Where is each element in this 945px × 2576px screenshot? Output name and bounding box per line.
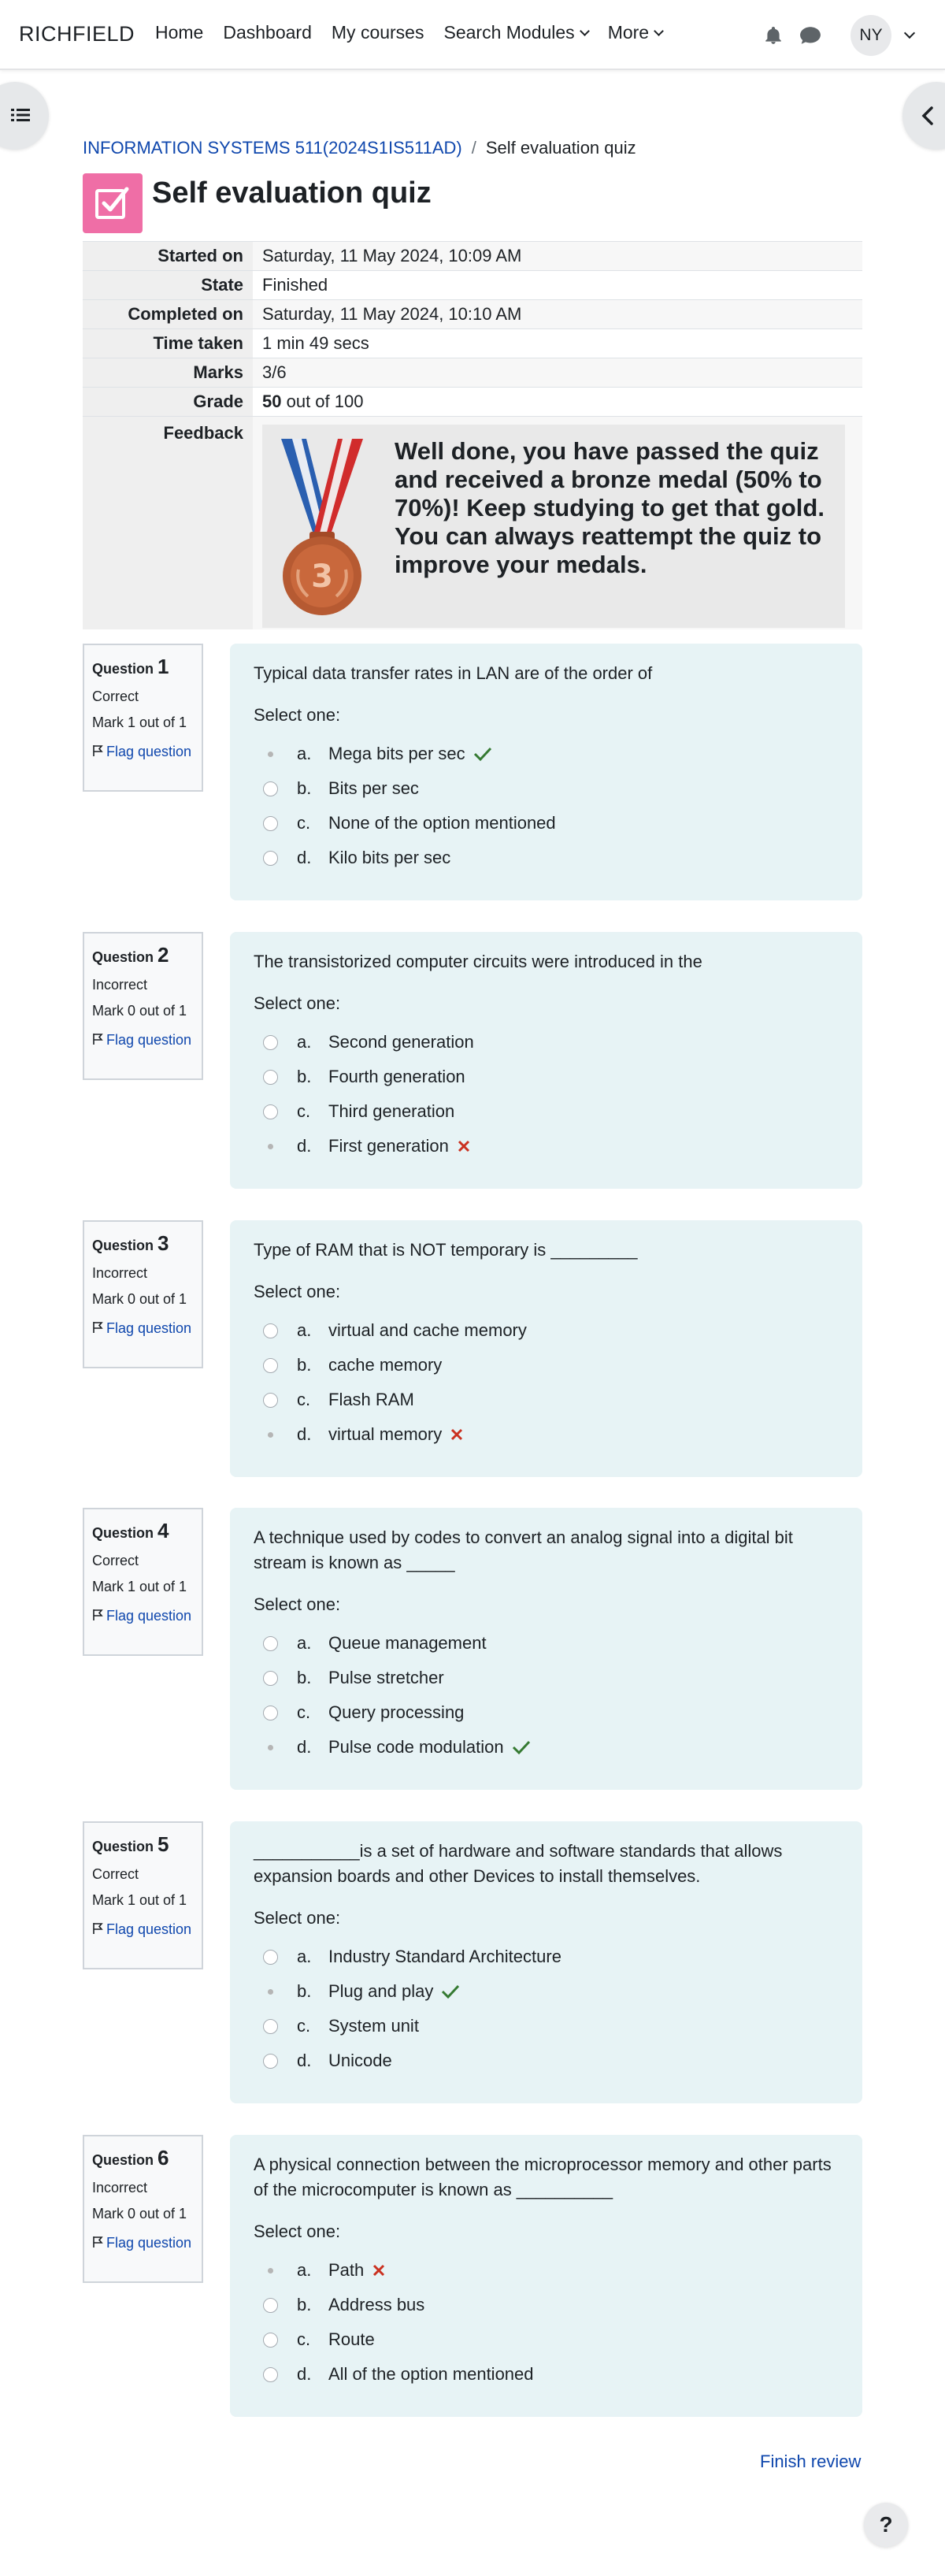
option-text: Query processing xyxy=(328,1702,465,1722)
breadcrumb-course-link[interactable]: INFORMATION SYSTEMS 511(2024S1IS511AD) xyxy=(83,138,462,158)
answer-radio[interactable] xyxy=(263,747,278,762)
list-icon xyxy=(11,107,30,123)
nav-home[interactable]: Home xyxy=(155,22,204,43)
summary-label: Started on xyxy=(83,242,253,271)
question-content-4 xyxy=(230,1508,862,1790)
answer-radio[interactable] xyxy=(263,1104,278,1119)
question-content-1 xyxy=(230,644,862,900)
option-letter: a. xyxy=(297,1947,312,1966)
answer-radio[interactable] xyxy=(263,2298,278,2313)
option-letter: d. xyxy=(297,1136,312,1156)
option-letter: a. xyxy=(297,1032,312,1052)
chevron-left-icon xyxy=(920,106,936,126)
flag-question-link[interactable]: Flag question xyxy=(92,742,194,761)
answer-option xyxy=(254,1025,839,1060)
quiz-review-summary xyxy=(83,241,862,629)
select-one-prompt: Select one: xyxy=(254,2222,341,2241)
answer-option xyxy=(254,1129,839,1164)
select-one-prompt: Select one: xyxy=(254,705,341,725)
question-state: Correct xyxy=(92,1553,139,1568)
answer-radio[interactable] xyxy=(263,2054,278,2069)
answer-option xyxy=(254,771,839,806)
feedback-message: Well done, you have passed the quiz and received a bronze medal (50% to 70%)! Keep studying to get that gold. You can always reattempt the quiz to improve your medals. xyxy=(395,437,825,578)
user-navigation xyxy=(763,15,914,56)
option-letter: b. xyxy=(297,1067,312,1086)
option-letter: b. xyxy=(297,778,312,798)
answer-option xyxy=(254,806,839,841)
cross-icon xyxy=(457,1139,471,1153)
question-state: Correct xyxy=(92,1866,139,1882)
summary-row xyxy=(83,300,862,329)
option-text: Second generation xyxy=(328,1032,474,1052)
summary-label: Time taken xyxy=(83,329,253,358)
option-letter: a. xyxy=(297,2260,312,2280)
question-info-2 xyxy=(83,932,203,1080)
nav-more[interactable]: More xyxy=(608,22,662,43)
answer-option xyxy=(254,2253,839,2288)
chevron-down-icon[interactable] xyxy=(904,28,915,39)
question-info-5 xyxy=(83,1821,203,1969)
question-content-5 xyxy=(230,1821,862,2103)
cross-icon xyxy=(450,1427,464,1442)
answer-radio[interactable] xyxy=(263,1950,278,1965)
option-letter: a. xyxy=(297,1633,312,1653)
question-number: Question 1 xyxy=(92,655,169,678)
summary-row xyxy=(83,271,862,300)
flag-question-link[interactable]: Flag question xyxy=(92,2233,194,2252)
question-grade: Mark 0 out of 1 xyxy=(92,1003,187,1019)
question-number: Question 2 xyxy=(92,943,169,967)
summary-label: State xyxy=(83,271,253,300)
answer-option xyxy=(254,1626,839,1661)
option-letter: b. xyxy=(297,1355,312,1375)
answer-radio[interactable] xyxy=(263,1323,278,1338)
option-text: System unit xyxy=(328,2016,419,2036)
summary-row xyxy=(83,358,862,388)
finish-review-link[interactable]: Finish review xyxy=(760,2452,862,2471)
chevron-down-icon xyxy=(654,26,664,36)
question-number: Question 6 xyxy=(92,2146,169,2170)
option-letter: d. xyxy=(297,1424,312,1444)
answer-radio[interactable] xyxy=(263,1706,278,1720)
answer-radio[interactable] xyxy=(263,2333,278,2348)
option-text: Flash RAM xyxy=(328,1390,414,1409)
option-letter: d. xyxy=(297,848,312,867)
option-letter: a. xyxy=(297,744,312,763)
flag-icon xyxy=(92,1033,103,1045)
select-one-prompt: Select one: xyxy=(254,1908,341,1928)
answer-option xyxy=(254,2288,839,2322)
flag-icon xyxy=(92,1321,103,1334)
summary-value: Saturday, 11 May 2024, 10:09 AM xyxy=(253,242,862,271)
user-avatar[interactable]: NY xyxy=(850,15,891,56)
question-number: Question 3 xyxy=(92,1231,169,1255)
notification-bell-icon[interactable] xyxy=(763,25,784,46)
option-letter: a. xyxy=(297,1320,312,1340)
option-letter: c. xyxy=(297,813,311,833)
answer-radio[interactable] xyxy=(263,1427,278,1442)
summary-label: Grade xyxy=(83,388,253,417)
quiz-activity-icon xyxy=(83,173,143,233)
summary-label: Completed on xyxy=(83,300,253,329)
option-text: First generation xyxy=(328,1136,449,1156)
option-letter: b. xyxy=(297,1668,312,1687)
option-text: Kilo bits per sec xyxy=(328,848,451,867)
summary-row xyxy=(83,329,862,358)
option-text: None of the option mentioned xyxy=(328,813,556,833)
feedback-cell xyxy=(253,417,862,629)
question-state: Incorrect xyxy=(92,1265,148,1281)
summary-value: 3/6 xyxy=(253,358,862,388)
nav-my-courses[interactable]: My courses xyxy=(331,22,424,43)
flag-icon xyxy=(92,744,103,757)
answer-option xyxy=(254,1939,839,1974)
answer-option xyxy=(254,841,839,875)
summary-label: Feedback xyxy=(83,417,253,629)
select-one-prompt: Select one: xyxy=(254,1282,341,1301)
option-text: virtual and cache memory xyxy=(328,1320,527,1340)
option-letter: c. xyxy=(297,1390,311,1409)
cross-icon xyxy=(372,2263,386,2277)
answer-option xyxy=(254,737,839,771)
question-text: A physical connection between the microprocessor memory and other parts of the microcomputer is known as __________ xyxy=(254,2155,832,2199)
flag-question-link[interactable]: Flag question xyxy=(92,1920,194,1939)
question-content-3 xyxy=(230,1220,862,1477)
answer-option xyxy=(254,1094,839,1129)
answer-radio[interactable] xyxy=(263,1139,278,1154)
feedback-box xyxy=(262,425,845,628)
grade-suffix: out of 100 xyxy=(281,392,364,411)
breadcrumb xyxy=(83,138,636,158)
breadcrumb-current: Self evaluation quiz xyxy=(485,138,636,158)
question-text: Typical data transfer rates in LAN are of the order of xyxy=(254,663,653,683)
option-letter: c. xyxy=(297,2329,311,2349)
question-text: ___________is a set of hardware and software standards that allows expansion boards and other Devices to install themselves. xyxy=(254,1841,783,1886)
flag-question-link[interactable]: Flag question xyxy=(92,1030,194,1049)
answer-radio[interactable] xyxy=(263,2263,278,2278)
answer-radio[interactable] xyxy=(263,1636,278,1651)
question-content-6 xyxy=(230,2135,862,2417)
answer-radio[interactable] xyxy=(263,1740,278,1755)
nav-dashboard[interactable]: Dashboard xyxy=(223,22,312,43)
answer-radio[interactable] xyxy=(263,1393,278,1408)
answer-option xyxy=(254,1348,839,1383)
answer-option xyxy=(254,1695,839,1730)
grade-value xyxy=(253,388,862,417)
answer-radio[interactable] xyxy=(263,781,278,796)
option-text: Mega bits per sec xyxy=(328,744,465,763)
summary-row xyxy=(83,388,862,417)
question-grade: Mark 0 out of 1 xyxy=(92,2206,187,2222)
question-state: Correct xyxy=(92,689,139,704)
question-text: A technique used by codes to convert an analog signal into a digital bit stream is known as _____ xyxy=(254,1527,793,1572)
option-text: Pulse stretcher xyxy=(328,1668,444,1687)
flag-question-link[interactable]: Flag question xyxy=(92,1319,194,1338)
option-letter: b. xyxy=(297,2295,312,2314)
flag-question-link[interactable]: Flag question xyxy=(92,1606,194,1625)
option-text: Third generation xyxy=(328,1101,455,1121)
option-text: Queue management xyxy=(328,1633,487,1653)
answer-option xyxy=(254,2357,839,2392)
nav-search-modules[interactable]: Search Modules xyxy=(443,22,587,43)
summary-value: Saturday, 11 May 2024, 10:10 AM xyxy=(253,300,862,329)
answer-radio[interactable] xyxy=(263,851,278,866)
option-text: Industry Standard Architecture xyxy=(328,1947,561,1966)
question-info-4 xyxy=(83,1508,203,1656)
svg-text:3: 3 xyxy=(311,559,333,595)
grade-score: 50 xyxy=(262,392,282,411)
question-state: Incorrect xyxy=(92,977,148,993)
option-text: Address bus xyxy=(328,2295,425,2314)
check-icon xyxy=(473,746,492,762)
answer-radio[interactable] xyxy=(263,1035,278,1050)
answer-radio[interactable] xyxy=(263,1070,278,1085)
question-text: Type of RAM that is NOT temporary is _________ xyxy=(254,1240,638,1260)
summary-label: Marks xyxy=(83,358,253,388)
answer-option xyxy=(254,1417,839,1452)
answer-radio[interactable] xyxy=(263,1358,278,1373)
answer-radio[interactable] xyxy=(263,2367,278,2382)
check-icon xyxy=(441,1984,460,1999)
answer-radio[interactable] xyxy=(263,2019,278,2034)
select-one-prompt: Select one: xyxy=(254,1594,341,1614)
answer-option xyxy=(254,2322,839,2357)
question-number: Question 5 xyxy=(92,1832,169,1856)
option-letter: c. xyxy=(297,2016,311,2036)
option-letter: d. xyxy=(297,2051,312,2070)
navbar xyxy=(0,0,945,70)
answer-radio[interactable] xyxy=(263,1984,278,1999)
option-text: virtual memory xyxy=(328,1424,443,1444)
question-content-2 xyxy=(230,932,862,1189)
question-grade: Mark 1 out of 1 xyxy=(92,1579,187,1594)
feedback-row xyxy=(83,417,862,629)
question-grade: Mark 1 out of 1 xyxy=(92,1892,187,1908)
option-text: All of the option mentioned xyxy=(328,2364,534,2384)
bronze-medal-icon xyxy=(275,436,369,617)
question-state: Incorrect xyxy=(92,2180,148,2196)
option-text: Plug and play xyxy=(328,1981,434,2001)
question-info-1 xyxy=(83,644,203,792)
course-index-toggle[interactable] xyxy=(0,82,49,150)
answer-radio[interactable] xyxy=(263,1671,278,1686)
option-text: cache memory xyxy=(328,1355,443,1375)
option-text: Path xyxy=(328,2260,365,2280)
page-title: Self evaluation quiz xyxy=(152,176,432,210)
messages-icon[interactable] xyxy=(799,25,821,46)
answer-option xyxy=(254,1060,839,1094)
option-text: Pulse code modulation xyxy=(328,1737,504,1757)
question-info-6 xyxy=(83,2135,203,2283)
flag-icon xyxy=(92,1609,103,1621)
flag-icon xyxy=(92,1922,103,1935)
answer-option xyxy=(254,2043,839,2078)
option-letter: d. xyxy=(297,1737,312,1757)
option-letter: c. xyxy=(297,1101,311,1121)
option-letter: d. xyxy=(297,2364,312,2384)
primary-navigation xyxy=(155,22,682,43)
answer-radio[interactable] xyxy=(263,816,278,831)
option-text: Fourth generation xyxy=(328,1067,465,1086)
answer-option xyxy=(254,1313,839,1348)
answer-option xyxy=(254,1383,839,1417)
option-text: Unicode xyxy=(328,2051,392,2070)
option-text: Bits per sec xyxy=(328,778,419,798)
select-one-prompt: Select one: xyxy=(254,993,341,1013)
summary-row xyxy=(83,242,862,271)
summary-value: Finished xyxy=(253,271,862,300)
breadcrumb-separator: / xyxy=(471,138,476,158)
answer-option xyxy=(254,1661,839,1695)
site-brand[interactable]: RICHFIELD xyxy=(19,22,135,46)
flag-icon xyxy=(92,2236,103,2248)
help-button[interactable]: ? xyxy=(864,2503,908,2547)
option-letter: b. xyxy=(297,1981,312,2001)
question-text: The transistorized computer circuits were introduced in the xyxy=(254,952,702,971)
block-drawer-toggle[interactable] xyxy=(902,82,945,150)
chevron-down-icon xyxy=(580,26,590,36)
question-number: Question 4 xyxy=(92,1519,169,1542)
option-letter: c. xyxy=(297,1702,311,1722)
question-info-3 xyxy=(83,1220,203,1368)
check-icon xyxy=(512,1739,531,1755)
answer-option xyxy=(254,1974,839,2009)
answer-option xyxy=(254,1730,839,1765)
option-text: Route xyxy=(328,2329,375,2349)
summary-value: 1 min 49 secs xyxy=(253,329,862,358)
question-grade: Mark 1 out of 1 xyxy=(92,715,187,730)
answer-option xyxy=(254,2009,839,2043)
question-grade: Mark 0 out of 1 xyxy=(92,1291,187,1307)
